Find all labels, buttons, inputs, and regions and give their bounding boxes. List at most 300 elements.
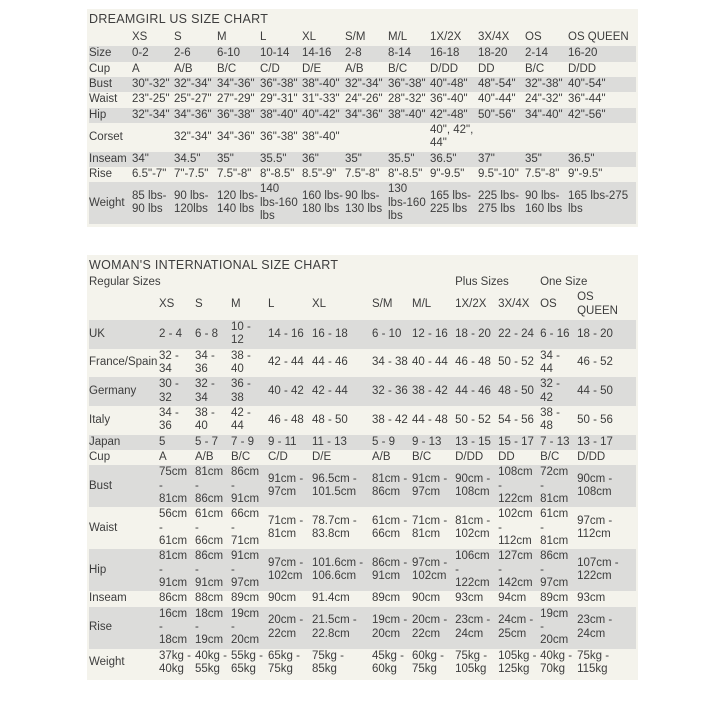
size-cell: 108cm - 122cm <box>498 466 533 505</box>
size-cell: 34"-36" <box>174 108 212 121</box>
size-cell: A/B <box>372 450 391 463</box>
size-cell: 40"-54" <box>568 77 606 90</box>
size-cell <box>345 123 388 152</box>
size-cell: 40kg - 70kg <box>540 649 573 675</box>
size-cell: 61cm - 66cm <box>372 514 408 541</box>
column-header: OS QUEEN <box>568 31 629 43</box>
size-cell: 72cm - 81cm <box>540 466 569 505</box>
size-cell: 36 - 38 <box>231 378 251 404</box>
size-cell: 225 lbs-275 lbs <box>478 189 519 216</box>
column-header: M <box>231 297 241 310</box>
size-cell: 5 <box>159 435 166 448</box>
size-group-label: Regular Sizes <box>89 276 161 288</box>
size-cell: 140 lbs-160 lbs <box>260 183 298 222</box>
size-cell: 75kg - 115kg <box>577 649 610 675</box>
row-label: Waist <box>89 93 118 106</box>
size-group-label: One Size <box>540 276 588 288</box>
size-cell: 75kg - 85kg <box>312 649 344 675</box>
row-label: Rise <box>89 620 113 633</box>
size-cell: 23"-25" <box>132 93 170 106</box>
size-cell: 30"-32" <box>132 77 170 90</box>
size-cell: 86cm - 91cm <box>372 556 408 583</box>
size-cell: 15 - 17 <box>498 435 534 448</box>
size-cell: 91cm - 97cm <box>412 472 448 499</box>
size-cell: 40 - 44 <box>412 356 448 369</box>
size-cell: 90 lbs-160 lbs <box>525 189 563 216</box>
size-cell: 6-10 <box>217 47 241 60</box>
size-cell: 86cm - 97cm <box>540 550 569 589</box>
size-cell: 42 - 44 <box>268 356 304 369</box>
size-cell: 13 - 17 <box>577 435 613 448</box>
size-cell: 86cm <box>159 592 188 605</box>
size-cell: 89cm <box>231 592 260 605</box>
size-cell: 75cm - 81cm <box>159 466 188 505</box>
size-cell: 40", 42", 44" <box>430 123 474 150</box>
size-table-row <box>89 607 636 649</box>
size-cell: 46 - 48 <box>455 356 491 369</box>
size-cell: 89cm <box>372 592 401 605</box>
size-cell: 160 lbs-180 lbs <box>302 189 343 216</box>
size-table-row <box>89 320 636 349</box>
column-header: OS QUEEN <box>577 291 618 317</box>
row-label: Inseam <box>89 592 127 605</box>
size-cell: 18cm - 19cm <box>195 607 224 647</box>
size-cell: 127cm - 142cm <box>498 550 533 589</box>
size-cell: 22 - 24 <box>498 327 534 340</box>
size-cell: 55kg - 65kg <box>231 649 263 675</box>
size-table-row <box>89 123 636 152</box>
size-cell: 7.5"-8" <box>217 167 252 180</box>
size-cell: A <box>132 62 140 75</box>
size-cell: A <box>159 450 167 463</box>
row-label: Weight <box>89 196 125 209</box>
size-cell: 36"-38" <box>260 77 298 90</box>
size-cell: 28"-32" <box>388 93 426 106</box>
size-cell: 6 - 16 <box>540 327 570 340</box>
size-cell: D/DD <box>455 450 484 463</box>
size-table-row <box>89 108 636 123</box>
size-cell: C/D <box>260 62 280 75</box>
row-label: Germany <box>89 384 137 397</box>
size-cell: 81cm - 86cm <box>372 472 408 499</box>
size-cell: 81cm - 91cm <box>159 550 188 589</box>
column-header: XL <box>312 297 327 310</box>
size-cell: 86cm - 91cm <box>231 466 260 505</box>
size-cell: 7 - 13 <box>540 435 570 448</box>
size-table-row <box>89 349 636 378</box>
size-cell: 96.5cm - 101.5cm <box>312 472 357 499</box>
size-cell: A/B <box>174 62 193 75</box>
size-cell: 34 - 38 <box>372 356 408 369</box>
column-header: XS <box>159 297 175 310</box>
size-cell: 40"-42" <box>302 108 340 121</box>
size-cell: 34 - 44 <box>540 349 560 375</box>
size-cell: 9"-9.5" <box>430 167 465 180</box>
size-cell: A/B <box>195 450 214 463</box>
size-cell: 101.6cm - 106.6cm <box>312 556 364 583</box>
size-cell: 2-8 <box>345 47 362 60</box>
size-group-row <box>89 276 636 290</box>
size-cell: 105kg - 125kg <box>498 649 537 675</box>
size-cell: 10-14 <box>260 47 290 60</box>
size-cell: 20cm - 22cm <box>412 614 448 640</box>
column-header: OS <box>540 297 557 310</box>
size-cell: 0-2 <box>132 47 149 60</box>
corner-cell <box>89 30 132 46</box>
size-cell: 7"-7.5" <box>174 167 209 180</box>
size-cell: 8.5"-9" <box>302 167 337 180</box>
size-cell: 24cm - 25cm <box>498 614 534 640</box>
size-cell: 36.5" <box>568 152 595 165</box>
size-cell: 32"-34" <box>132 108 170 121</box>
size-cell: 37" <box>478 152 495 165</box>
size-cell: 44 - 46 <box>312 356 348 369</box>
size-cell: 34 - 36 <box>159 406 179 433</box>
size-cell: 2 - 4 <box>159 327 183 340</box>
size-cell: D/E <box>312 450 332 463</box>
size-cell: 40kg - 55kg <box>195 649 227 675</box>
column-header: L <box>268 297 275 310</box>
column-header: 3X/4X <box>498 297 530 310</box>
us-chart-title: DREAMGIRL US SIZE CHART <box>89 12 269 26</box>
size-cell: 34"-36" <box>217 77 255 90</box>
size-cell: 165 lbs-275 lbs <box>568 189 629 216</box>
row-label: Bust <box>89 77 113 90</box>
size-cell: 8"-8.5" <box>260 167 295 180</box>
size-cell: 29"-31" <box>260 93 298 106</box>
size-cell: 93cm <box>455 592 484 605</box>
dreamgirl-us-size-chart-section <box>87 9 638 227</box>
size-cell: 88cm <box>195 592 224 605</box>
size-cell: 81cm - 102cm <box>455 514 491 541</box>
size-cell: 11 - 13 <box>312 435 347 448</box>
size-cell: D/DD <box>577 450 606 463</box>
size-cell: 94cm <box>498 592 527 605</box>
row-label: Waist <box>89 521 118 534</box>
size-cell: B/C <box>525 62 545 75</box>
column-header-row <box>89 290 636 320</box>
size-cell: 42"-56" <box>568 108 606 121</box>
size-cell: 106cm - 122cm <box>455 550 490 589</box>
size-cell: 32"-34" <box>174 77 212 90</box>
size-cell: 90cm - 108cm <box>577 472 613 499</box>
size-cell: 12 - 16 <box>412 327 448 340</box>
size-cell: 90 lbs-130 lbs <box>345 189 383 216</box>
size-cell: 36"-38" <box>388 77 426 90</box>
row-label: UK <box>89 327 105 340</box>
size-cell: C/D <box>268 450 288 463</box>
size-cell: 23cm - 24cm <box>577 614 613 640</box>
size-cell: 40"-48" <box>430 77 468 90</box>
size-cell: 42 - 44 <box>312 384 348 397</box>
size-cell: 36.5" <box>430 152 457 165</box>
column-header: 1X/2X <box>455 297 487 310</box>
size-cell: B/C <box>412 450 432 463</box>
size-cell: 71cm - 81cm <box>412 514 448 541</box>
size-cell: 38"-40" <box>302 130 340 143</box>
row-label: France/Spain <box>89 356 158 369</box>
size-cell: 48"-54" <box>478 77 516 90</box>
size-table-row <box>89 507 636 549</box>
size-cell: 2-6 <box>174 47 191 60</box>
size-table-row <box>89 377 636 406</box>
size-cell: 8-14 <box>388 47 412 60</box>
row-label: Cup <box>89 450 111 463</box>
corner-cell <box>89 290 159 320</box>
intl-table-head <box>89 276 636 320</box>
size-cell: D/E <box>302 62 322 75</box>
size-cell: 36"-38" <box>260 130 298 143</box>
size-cell: 46 - 52 <box>577 356 613 369</box>
size-cell: 61cm - 66cm <box>195 508 224 547</box>
row-label: Weight <box>89 656 125 669</box>
column-header: S/M <box>345 31 366 43</box>
size-cell: A/B <box>345 62 364 75</box>
size-cell: 90cm <box>268 592 297 605</box>
column-header: S <box>174 31 182 43</box>
size-cell: 48 - 50 <box>312 413 348 426</box>
size-cell: B/C <box>231 450 251 463</box>
size-cell: 89cm <box>540 592 569 605</box>
size-cell: 7 - 9 <box>231 435 255 448</box>
size-table-row <box>89 167 636 182</box>
intl-size-table <box>89 276 636 677</box>
intl-table-body <box>89 320 636 677</box>
size-cell: 14-16 <box>302 47 332 60</box>
row-label: Size <box>89 47 112 60</box>
size-table-row <box>89 77 636 92</box>
size-table-row <box>89 92 636 107</box>
size-cell: 18 - 20 <box>577 327 613 340</box>
size-cell: 18-20 <box>478 47 508 60</box>
size-table-row <box>89 649 636 678</box>
size-cell: 120 lbs-140 lbs <box>217 189 258 216</box>
column-header: XL <box>302 31 317 43</box>
us-size-table <box>89 30 636 224</box>
size-cell: 90 lbs-120lbs <box>174 189 209 216</box>
size-cell: 32 - 42 <box>540 378 560 404</box>
size-cell: 34"-36" <box>217 130 255 143</box>
size-cell: 38"-40" <box>302 77 340 90</box>
size-cell: 93cm <box>577 592 606 605</box>
size-cell: 10 - 12 <box>231 320 251 347</box>
size-cell: 38"-40" <box>260 108 298 121</box>
size-cell: 44 - 50 <box>577 384 613 397</box>
size-cell: 6 - 10 <box>372 327 402 340</box>
size-cell: 32 - 36 <box>372 384 408 397</box>
size-cell: 90cm <box>412 592 441 605</box>
size-cell: 37kg - 40kg <box>159 649 191 675</box>
size-cell: 42"-48" <box>430 108 468 121</box>
row-label: Inseam <box>89 152 127 165</box>
column-header: 3X/4X <box>478 31 510 43</box>
size-cell <box>525 123 568 152</box>
size-cell: 42 - 44 <box>231 406 251 433</box>
size-cell: 24"-26" <box>345 93 383 106</box>
size-cell: D/DD <box>568 62 597 75</box>
size-cell: 66cm - 71cm <box>231 508 260 547</box>
size-cell: 5 - 7 <box>195 435 219 448</box>
size-cell: 16 - 18 <box>312 327 348 340</box>
size-cell: 19cm - 20cm <box>231 607 260 647</box>
womans-international-size-chart-section <box>87 255 638 680</box>
size-cell: 23cm - 24cm <box>455 614 491 640</box>
size-cell: 40"-44" <box>478 93 516 106</box>
row-label: Cup <box>89 62 111 75</box>
size-cell: B/C <box>217 62 237 75</box>
size-cell: 38 - 42 <box>412 384 448 397</box>
size-cell: B/C <box>540 450 560 463</box>
us-table-body <box>89 46 636 224</box>
column-header: 1X/2X <box>430 31 462 43</box>
size-cell: 38"-40" <box>388 108 426 121</box>
size-cell: 50"-56" <box>478 108 516 121</box>
us-table-head <box>89 30 636 46</box>
size-cell: 40 - 42 <box>268 384 304 397</box>
size-cell: 9 - 13 <box>412 435 442 448</box>
size-cell: 35.5" <box>260 152 287 165</box>
size-cell: 38 - 40 <box>231 349 251 375</box>
size-cell: 50 - 52 <box>498 356 534 369</box>
size-cell: 165 lbs-225 lbs <box>430 189 471 216</box>
size-cell: 32"-38" <box>525 77 563 90</box>
size-cell: 78.7cm - 83.8cm <box>312 514 357 541</box>
size-cell: 9"-9.5" <box>568 167 603 180</box>
column-header: S/M <box>372 297 393 310</box>
column-header: S <box>195 297 203 310</box>
size-cell: 7.5"-8" <box>345 167 380 180</box>
size-cell: 35" <box>217 152 234 165</box>
size-cell: 9.5"-10" <box>478 167 519 180</box>
size-cell: D/DD <box>430 62 459 75</box>
size-cell: 21.5cm - 22.8cm <box>312 614 357 640</box>
size-cell: 54 - 56 <box>498 413 534 426</box>
size-table-row <box>89 46 636 61</box>
size-cell: 14 - 16 <box>268 327 304 340</box>
size-cell: 90cm - 108cm <box>455 472 491 499</box>
size-cell: 97cm - 102cm <box>412 556 448 583</box>
size-cell: 34" <box>132 152 149 165</box>
size-cell: 34"-36" <box>345 108 383 121</box>
size-cell: 34.5" <box>174 152 201 165</box>
size-cell: 48 - 50 <box>498 384 534 397</box>
size-table-row <box>89 465 636 507</box>
size-cell: 97cm - 102cm <box>268 556 304 583</box>
column-header: XS <box>132 31 148 43</box>
size-cell: DD <box>478 62 495 75</box>
size-cell: 38 - 40 <box>195 406 215 433</box>
size-cell: 44 - 48 <box>412 413 448 426</box>
size-cell: 86cm - 91cm <box>195 550 224 589</box>
size-cell: 9 - 11 <box>268 435 297 448</box>
size-group-label: Plus Sizes <box>455 276 509 288</box>
size-cell: 8"-8.5" <box>388 167 423 180</box>
size-cell: 35" <box>525 152 542 165</box>
size-cell: 6 - 8 <box>195 327 219 340</box>
size-cell: 32 - 34 <box>195 378 215 404</box>
size-cell: 25"-27" <box>174 93 212 106</box>
size-cell: 34 - 36 <box>195 349 215 375</box>
size-cell: 60kg - 75kg <box>412 649 444 675</box>
size-cell: 16-20 <box>568 47 598 60</box>
size-cell: 16-18 <box>430 47 460 60</box>
size-cell: 61cm - 81cm <box>540 508 569 547</box>
size-cell: 71cm - 81cm <box>268 514 304 541</box>
row-label: Hip <box>89 108 107 121</box>
size-cell: 130 lbs-160 lbs <box>388 183 426 222</box>
size-cell: 50 - 56 <box>577 413 613 426</box>
size-cell: 38 - 48 <box>540 406 560 433</box>
size-cell: 81cm - 86cm <box>195 466 224 505</box>
column-header: L <box>260 31 267 43</box>
size-table-row <box>89 450 636 465</box>
size-cell: 32"-34" <box>174 130 212 143</box>
column-header: M/L <box>412 297 432 310</box>
size-cell: 35" <box>345 152 362 165</box>
size-table-row <box>89 152 636 167</box>
size-cell: 36"-40" <box>430 93 468 106</box>
size-cell: 2-14 <box>525 47 549 60</box>
size-cell: 65kg - 75kg <box>268 649 300 675</box>
size-cell: 56cm - 61cm <box>159 508 188 547</box>
size-cell: 38 - 42 <box>372 413 408 426</box>
size-cell: 32 - 34 <box>159 349 179 375</box>
size-cell: 97cm - 112cm <box>577 514 613 541</box>
size-cell: 46 - 48 <box>268 413 304 426</box>
size-cell: 19cm - 20cm <box>372 614 408 640</box>
size-cell: 36" <box>302 152 319 165</box>
column-header-row <box>89 30 636 46</box>
column-header: M/L <box>388 31 408 43</box>
size-cell: 7.5"-8" <box>525 167 560 180</box>
size-cell: 13 - 15 <box>455 435 491 448</box>
row-label: Italy <box>89 413 111 426</box>
size-cell <box>478 123 525 152</box>
size-cell: DD <box>498 450 515 463</box>
size-cell: 6.5"-7" <box>132 167 167 180</box>
size-cell: 32"-34" <box>345 77 383 90</box>
size-cell: 36"-38" <box>217 108 255 121</box>
row-label: Corset <box>89 130 123 143</box>
row-label: Hip <box>89 563 107 576</box>
size-cell: 91.4cm <box>312 592 350 605</box>
size-cell: 36"-44" <box>568 93 606 106</box>
size-cell: 45kg - 60kg <box>372 649 404 675</box>
column-header: M <box>217 31 227 43</box>
size-cell: 50 - 52 <box>455 413 491 426</box>
size-cell: 30 - 32 <box>159 378 179 404</box>
size-table-row <box>89 549 636 591</box>
size-cell: 35.5" <box>388 152 415 165</box>
size-cell: 75kg - 105kg <box>455 649 488 675</box>
size-cell: 44 - 46 <box>455 384 491 397</box>
size-cell: 91cm - 97cm <box>231 550 260 589</box>
size-cell: 16cm - 18cm <box>159 607 188 647</box>
size-cell: 27"-29" <box>217 93 255 106</box>
size-cell: 31"-33" <box>302 93 340 106</box>
size-cell <box>132 123 174 152</box>
size-table-row <box>89 182 636 224</box>
size-cell: 20cm - 22cm <box>268 614 304 640</box>
row-label: Japan <box>89 435 121 448</box>
size-cell: 24"-32" <box>525 93 563 106</box>
size-cell: 5 - 9 <box>372 435 396 448</box>
size-cell: 102cm - 112cm <box>498 508 533 547</box>
size-table-row <box>89 62 636 77</box>
size-table-row <box>89 591 636 606</box>
size-cell: 91cm - 97cm <box>268 472 304 499</box>
size-cell <box>568 123 636 152</box>
